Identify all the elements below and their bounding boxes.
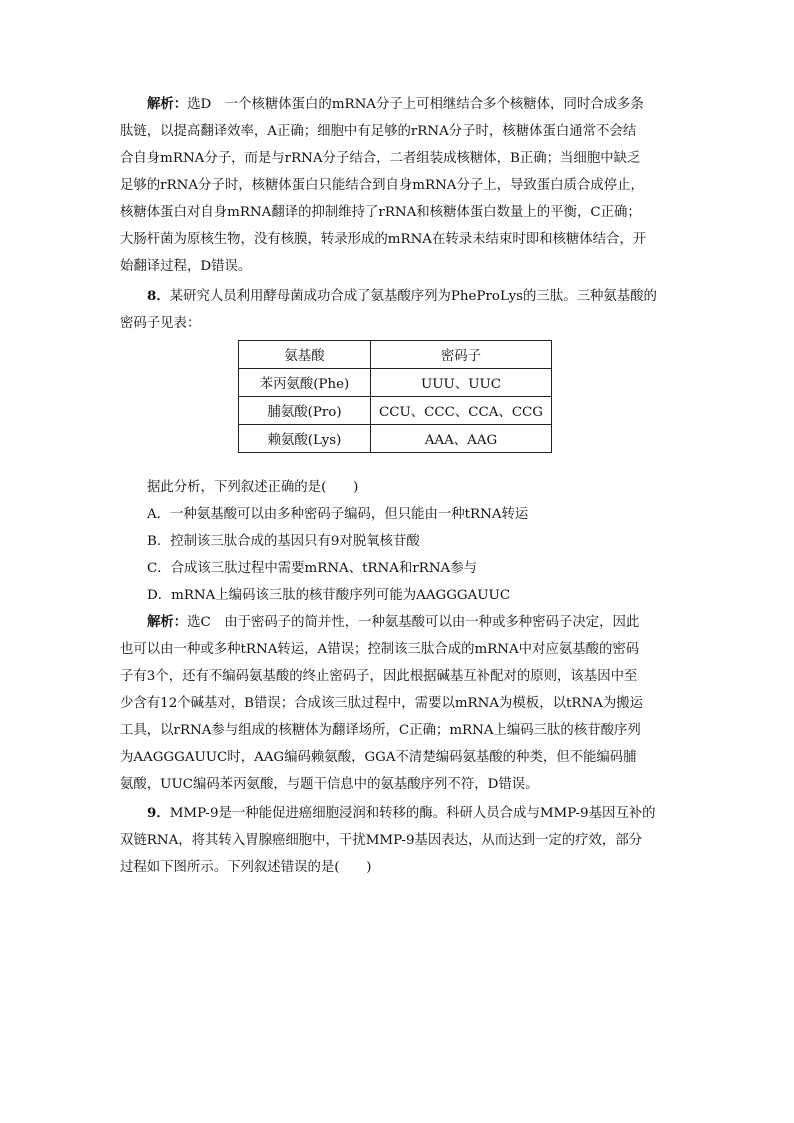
- analysis-text-line: 子有3个，还有不编码氨基酸的终止密码子，因此根据碱基互补配对的原则，该基因中至: [120, 669, 638, 684]
- analysis-text-line: 为AAGGGAUUC时，AAG编码赖氨酸，GGA不清楚编码氨基酸的种类，但不能编码脯: [120, 750, 637, 765]
- codon-table: [238, 340, 552, 453]
- question-9-cont: [120, 827, 676, 881]
- option-b: B．控制该三肽合成的基因只有9对脱氧核苷酸: [147, 534, 420, 549]
- question-text-line: 密码子见表：: [120, 316, 201, 331]
- table-row: [239, 425, 552, 453]
- question-stem: 据此分析，下列叙述正确的是( ): [147, 480, 359, 495]
- analysis-8-body: [120, 636, 676, 798]
- question-text-line: 某研究人员利用酵母菌成功合成了氨基酸序列为PheProLys的三肽。三种氨基酸的: [169, 289, 657, 304]
- table-cell: AAA、AAG: [371, 425, 552, 453]
- table-row: [239, 369, 552, 397]
- analysis-text-line: 合自身mRNA分子，而是与rRNA分子结合，二者组装成核糖体，B正确；当细胞中缺乏: [120, 151, 641, 166]
- analysis-text-line: 始翻译过程，D错误。: [120, 259, 252, 274]
- table-header-cell: 氨基酸: [239, 341, 371, 369]
- analysis-8: [120, 609, 676, 636]
- analysis-text-line: 少含有12个碱基对，B错误；合成该三肽过程中，需要以mRNA为模板，以tRNA为搬运: [120, 696, 644, 711]
- analysis-text-line: 选D 一个核糖体蛋白的mRNA分子上可相继结合多个核糖体，同时合成多条: [187, 97, 644, 112]
- table-cell: UUU、UUC: [371, 369, 552, 397]
- question-text-line: 双链RNA，将其转入胃腺癌细胞中，干扰MMP-9基因表达，从而达到一定的疗效，部分: [120, 833, 643, 848]
- option-d: D．mRNA上编码该三肽的核苷酸序列可能为AAGGGAUUC: [147, 588, 511, 603]
- analysis-text-line: 足够的rRNA分子时，核糖体蛋白只能结合到自身mRNA分子上，导致蛋白质合成停止，: [120, 178, 644, 193]
- analysis-label: 解析：: [147, 614, 188, 630]
- analysis-text-line: 大肠杆菌为原核生物，没有核膜，转录形成的mRNA在转录未结束时即和核糖体结合，开: [120, 232, 647, 247]
- table-cell: 苯丙氨酸(Phe): [239, 369, 371, 397]
- option-c: C．合成该三肽过程中需要mRNA、tRNA和rRNA参与: [147, 561, 477, 576]
- question-9: [120, 800, 676, 827]
- analysis-text-line: 工具，以rRNA参与组成的核糖体为翻译场所，C正确；mRNA上编码三肽的核苷酸序列: [120, 723, 641, 738]
- question-8: [120, 283, 676, 310]
- analysis-text-line: 也可以由一种或多种tRNA转运，A错误；控制该三肽合成的mRNA中对应氨基酸的密码: [120, 642, 640, 657]
- table-header-row: [239, 341, 552, 369]
- analysis-text-line: 选C 由于密码子的简并性，一种氨基酸可以由一种或多种密码子决定，因此: [187, 615, 640, 630]
- analysis-text-line: 氨酸，UUC编码苯丙氨酸，与题干信息中的氨基酸序列不符，D错误。: [120, 777, 539, 792]
- table-cell: 脯氨酸(Pro): [239, 397, 371, 425]
- analysis-text-line: 肽链，以提高翻译效率，A正确；细胞中有足够的rRNA分子时，核糖体蛋白通常不会结: [120, 124, 637, 139]
- table-cell: CCU、CCC、CCA、CCG: [371, 397, 552, 425]
- question-text-line: MMP-9是一种能促进癌细胞浸润和转移的酶。科研人员合成与MMP-9基因互补的: [169, 806, 656, 821]
- question-number: 9．: [147, 805, 170, 821]
- analysis-7: [120, 91, 676, 118]
- question-number: 8．: [147, 288, 170, 304]
- analysis-label: 解析：: [147, 96, 188, 112]
- table-row: [239, 397, 552, 425]
- analysis-7-body: [120, 118, 676, 280]
- table-cell: 赖氨酸(Lys): [239, 425, 371, 453]
- question-text-line: 过程如下图所示。下列叙述错误的是( ): [120, 860, 372, 875]
- question-8-cont: [120, 310, 676, 337]
- table-header-cell: 密码子: [371, 341, 552, 369]
- option-a: A．一种氨基酸可以由多种密码子编码，但只能由一种tRNA转运: [147, 507, 529, 522]
- analysis-text-line: 核糖体蛋白对自身mRNA翻译的抑制维持了rRNA和核糖体蛋白数量上的平衡，C正确；: [120, 205, 641, 220]
